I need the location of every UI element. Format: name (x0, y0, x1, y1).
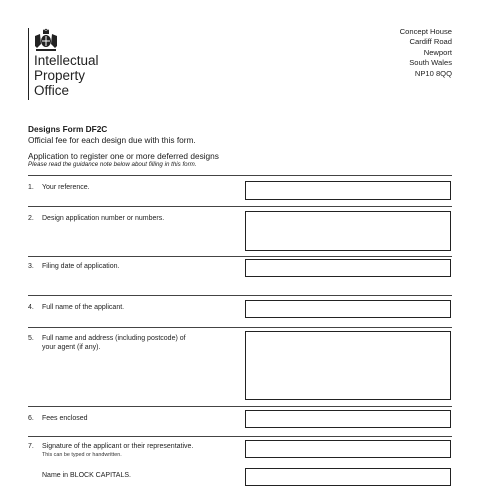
question-number: 2. (28, 215, 34, 222)
address-line-1: Concept House (399, 27, 452, 36)
office-address (400, 27, 452, 79)
question-text: Full name and address (including postcode) of (42, 335, 186, 342)
question-text: Signature of the applicant or their representative. (42, 443, 194, 450)
section-divider (28, 175, 452, 176)
form-subtitle: Official fee for each design due with this form. (28, 135, 196, 145)
application-heading: Application to register one or more deferred designs (28, 151, 219, 161)
question-2-label (28, 214, 164, 223)
question-text: Design application number or numbers. (42, 215, 165, 222)
question-number: 4. (28, 304, 34, 311)
logo-line-2: Property (34, 68, 86, 83)
address-line-5: NP10 8QQ (414, 68, 452, 78)
question-1-label (28, 183, 90, 192)
applicant-name-field[interactable] (245, 300, 451, 318)
question-text-continued: your agent (if any). (42, 344, 101, 351)
address-line-3: Newport (423, 47, 452, 57)
guidance-note: Please read the guidance note below about filling in this form. (28, 161, 197, 168)
question-text: Fees enclosed (42, 415, 88, 422)
address-line-2: Cardiff Road (409, 37, 452, 47)
question-5-label (28, 334, 186, 352)
signature-field[interactable] (245, 440, 451, 458)
section-divider (28, 436, 452, 437)
section-divider (28, 256, 452, 257)
question-number: 7. (28, 443, 34, 450)
section-divider (28, 327, 452, 328)
section-divider (28, 406, 452, 407)
agent-name-address-field[interactable] (245, 331, 451, 400)
question-number: 3. (28, 263, 34, 270)
question-text: Your reference. (42, 184, 90, 191)
section-divider (28, 295, 452, 296)
section-divider (28, 206, 452, 207)
royal-crest-icon (33, 28, 59, 52)
name-block-capitals-field[interactable] (245, 468, 451, 486)
question-3-label (28, 262, 119, 271)
logo-line-1: Intellectual (34, 53, 99, 68)
signature-note: This can be typed or handwritten. (42, 452, 122, 458)
design-application-number-field[interactable] (245, 211, 451, 251)
logo-divider (28, 28, 29, 100)
question-4-label (28, 303, 124, 312)
filing-date-field[interactable] (245, 259, 451, 277)
question-text: Filing date of application. (42, 263, 120, 270)
question-7-label (28, 442, 193, 451)
form-title: Designs Form DF2C (28, 124, 108, 134)
question-6-label (28, 414, 88, 423)
block-capitals-label: Name in BLOCK CAPITALS. (42, 472, 131, 479)
logo-line-3: Office (34, 83, 70, 98)
question-text: Full name of the applicant. (42, 304, 125, 311)
question-number: 5. (28, 335, 34, 342)
reference-field[interactable] (245, 181, 451, 200)
address-line-4: South Wales (409, 58, 452, 68)
question-number: 6. (28, 415, 34, 422)
fees-enclosed-field[interactable] (245, 410, 451, 428)
question-number: 1. (28, 184, 34, 191)
ipo-logo (34, 53, 99, 98)
